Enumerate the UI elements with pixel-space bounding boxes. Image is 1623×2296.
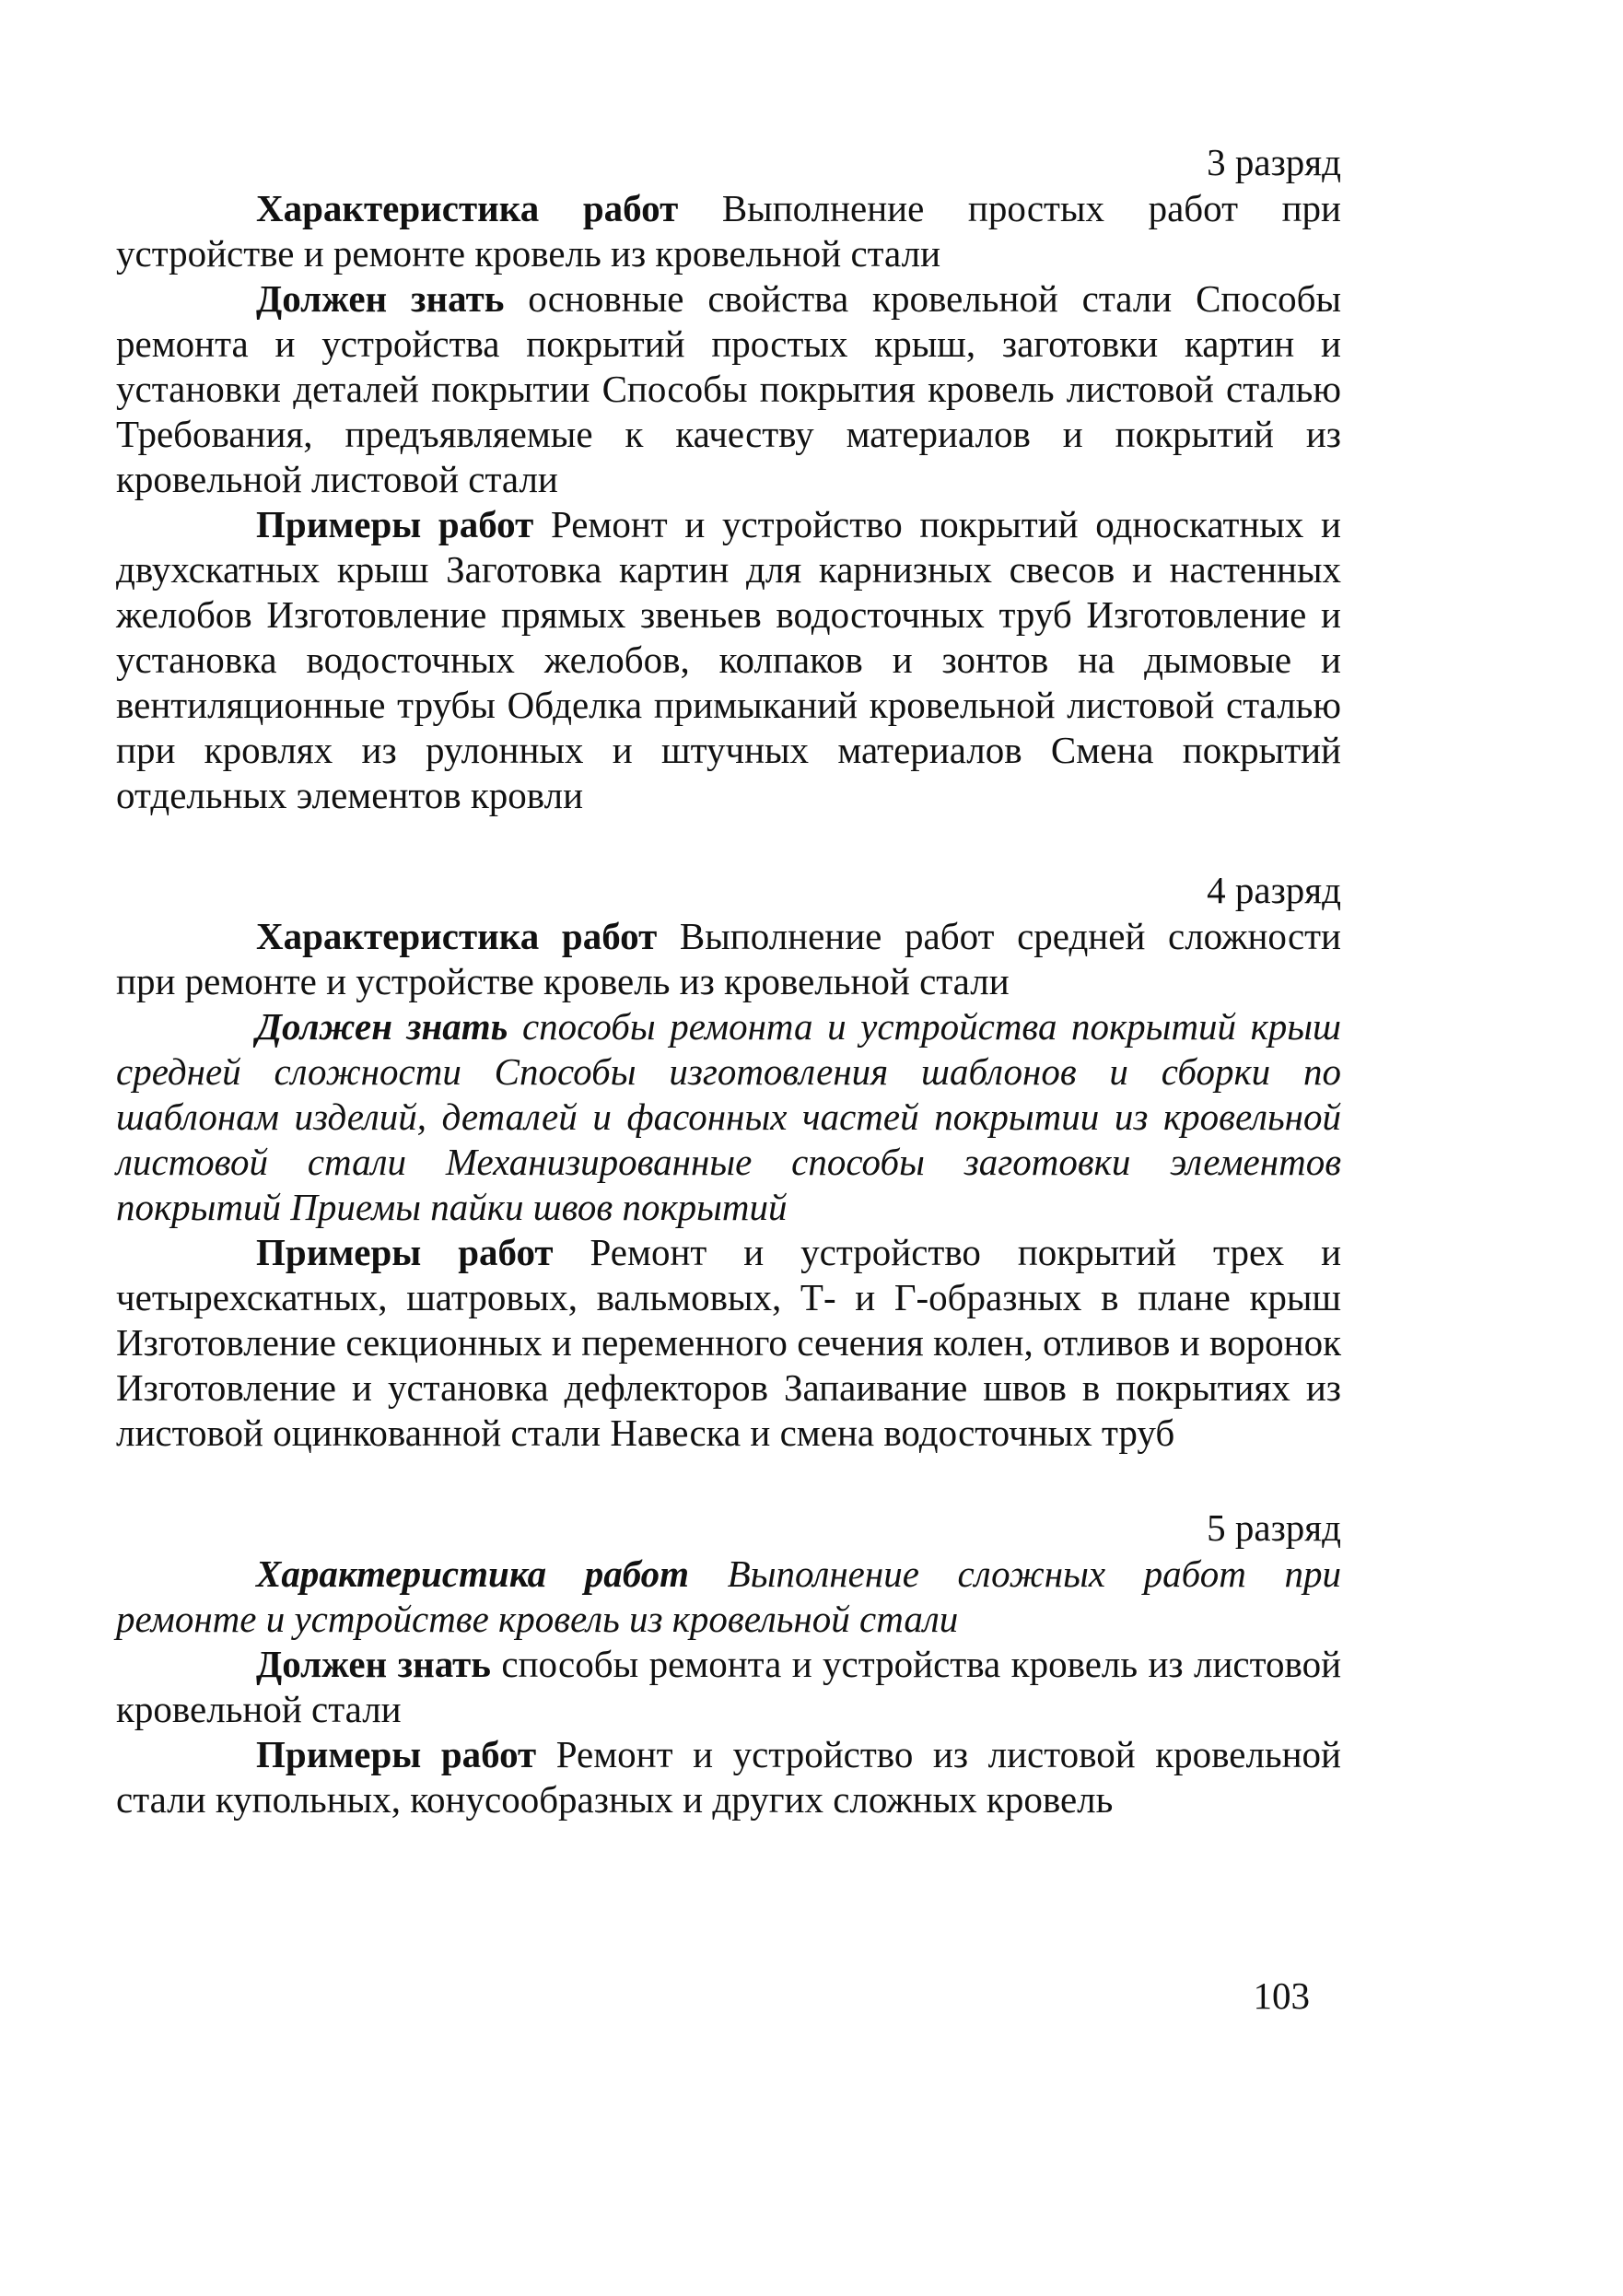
- knowledge-label: Должен знать: [256, 1005, 508, 1048]
- characteristic-paragraph: [116, 914, 1341, 1004]
- examples-text: Ремонт и устройство из листовой кровельной стали купольных, конусообразных и других сложных кровель: [116, 1733, 1341, 1821]
- document-page: [116, 138, 1341, 1822]
- characteristic-text: Выполнение простых работ при устройстве и ремонте кровель из кровельной стали: [116, 187, 1342, 275]
- examples-label: Примеры работ: [256, 503, 534, 545]
- grade-heading: 3 разряд: [1207, 141, 1341, 183]
- knowledge-label: Должен знать: [256, 1643, 491, 1685]
- knowledge-paragraph: [116, 1642, 1341, 1732]
- knowledge-label: Должен знать: [256, 277, 505, 320]
- section-grade-3: [116, 138, 1341, 818]
- page-number: 103: [1253, 1974, 1310, 2017]
- examples-label: Примеры работ: [256, 1733, 537, 1775]
- knowledge-paragraph: [116, 1004, 1341, 1230]
- section-grade-4: [116, 866, 1341, 1456]
- characteristic-text: Выполнение сложных работ при ремонте и устройстве кровель из кровельной стали: [116, 1552, 1341, 1640]
- examples-label: Примеры работ: [256, 1231, 554, 1273]
- section-grade-5: [116, 1504, 1341, 1822]
- characteristic-paragraph: [116, 1552, 1341, 1642]
- examples-paragraph: [116, 502, 1341, 818]
- examples-text: Ремонт и устройство покрытий трех и четырехскатных, шатровых, вальмовых, Т- и Г-образных в плане крыш Изготовление секционных и переменного сечения колен, отливов и воронок Изготовление и установка дефлекторов Запаивание швов в покрытиях из листовой оцинкованной стали Навеска и смена водосточных труб: [116, 1231, 1342, 1454]
- knowledge-text: способы ремонта и устройства кровель из листовой кровельной стали: [116, 1643, 1342, 1730]
- characteristic-label: Характеристика работ: [256, 915, 658, 957]
- knowledge-text: основные свойства кровельной стали Способы ремонта и устройства покрытий простых крыш, заготовки картин и установки деталей покрытии Способы покрытия кровель листовой сталью Требования, предъявляемые к качеству материалов и покрытий из кровельной листовой стали: [116, 277, 1342, 500]
- characteristic-label: Характеристика работ: [256, 187, 679, 229]
- characteristic-paragraph: [116, 186, 1341, 276]
- knowledge-paragraph: [116, 276, 1341, 502]
- characteristic-label: Характеристика работ: [256, 1552, 690, 1595]
- characteristic-text: Выполнение работ средней сложности при ремонте и устройстве кровель из кровельной стали: [116, 915, 1341, 1002]
- examples-paragraph: [116, 1230, 1341, 1456]
- grade-heading: 5 разряд: [1207, 1506, 1341, 1549]
- examples-paragraph: [116, 1732, 1341, 1822]
- examples-text: Ремонт и устройство покрытий односкатных и двухскатных крыш Заготовка картин для карнизных свесов и настенных желобов Изготовление прямых звеньев водосточных труб Изготовление и установка водосточных желобов, колпаков и зонтов на дымовые и вентиляционные трубы Обделка примыканий кровельной листовой сталью при кровлях из рулонных и штучных материалов Смена покрытий отдельных элементов кровли: [116, 503, 1341, 816]
- grade-heading: 4 разряд: [1207, 869, 1341, 911]
- knowledge-text: способы ремонта и устройства покрытий крыш средней сложности Способы изготовления шаблонов и сборки по шаблонам изделий, деталей и фасонных частей покрытии из кровельной листовой стали Механизированные способы заготовки элементов покрытий Приемы пайки швов покрытий: [116, 1005, 1341, 1228]
